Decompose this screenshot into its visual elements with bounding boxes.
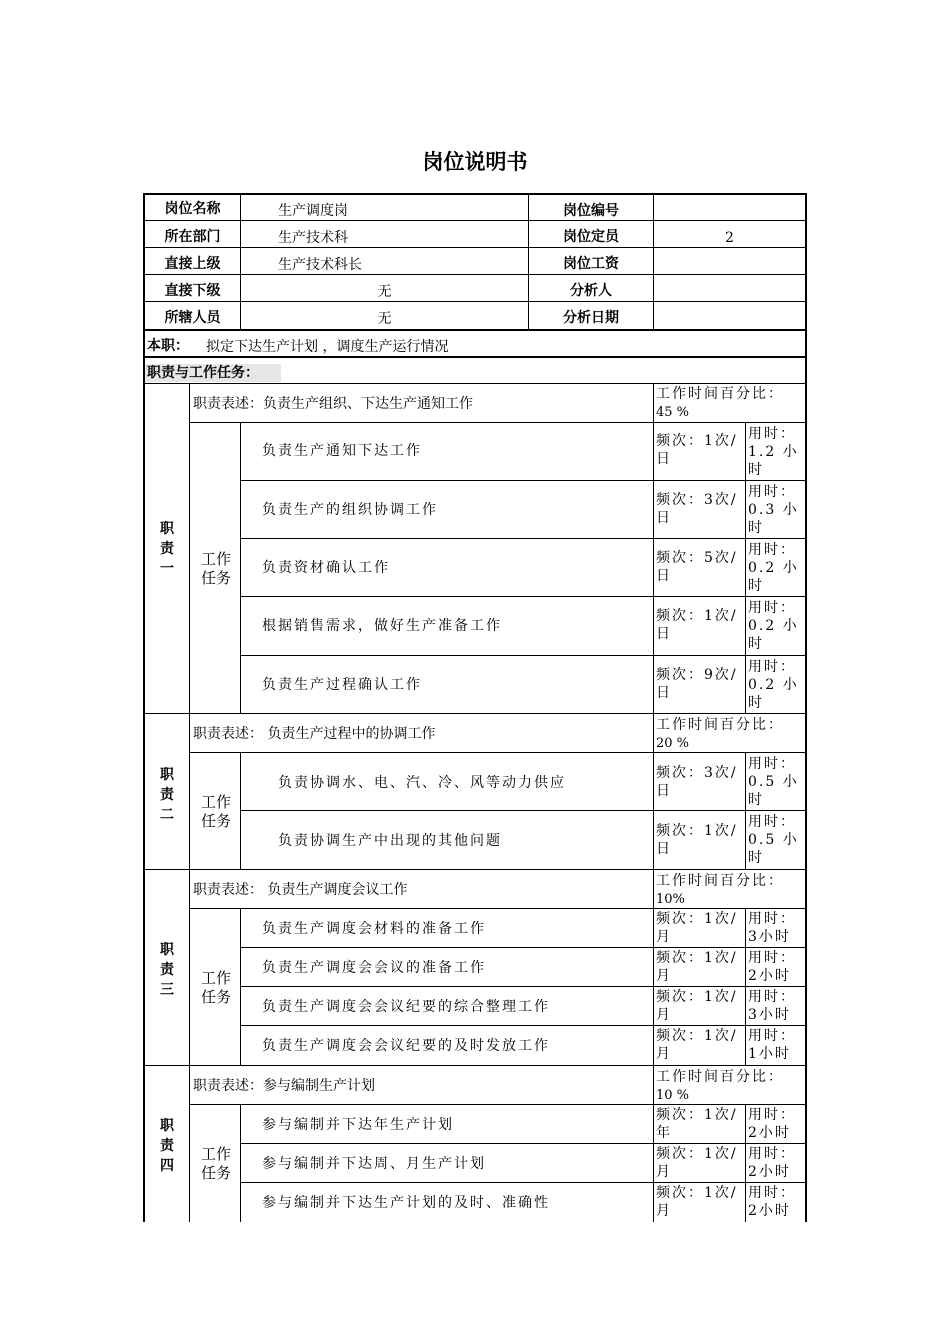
duty-3-task-4-freq: 频次：1次/月 bbox=[656, 1028, 738, 1062]
duty-1-task-2-time: 用时：0.3 小时 bbox=[748, 484, 799, 536]
duty-3-task-2-freq: 频次：1次/月 bbox=[656, 950, 738, 984]
duty-3-name: 职责三 bbox=[160, 942, 174, 998]
duty-1-task-1-freq: 频次：1次/日 bbox=[656, 433, 738, 467]
value-headcount: 2 bbox=[725, 230, 734, 246]
duty-3-task-3: 负责生产调度会会议纪要的综合整理工作 bbox=[262, 999, 550, 1015]
label-subordinate: 直接下级 bbox=[164, 283, 221, 299]
duty-4-task-3-time: 用时：2小时 bbox=[748, 1185, 796, 1219]
duty-4-task-2-freq: 频次：1次/月 bbox=[656, 1146, 738, 1180]
label-department: 所在部门 bbox=[164, 229, 221, 245]
duty-1-percent: 45 % bbox=[656, 405, 690, 420]
duty-3-task-1-time: 用时：3小时 bbox=[748, 911, 796, 945]
duty-1-task-1: 负责生产通知下达工作 bbox=[262, 443, 422, 459]
duty-1-task-3: 负责资材确认工作 bbox=[262, 560, 390, 576]
duty-2-task-1-time: 用时：0.5 小时 bbox=[748, 756, 799, 808]
label-headcount: 岗位定员 bbox=[563, 229, 619, 245]
duty-1-task-5-time: 用时：0.2 小时 bbox=[748, 659, 799, 711]
duty-1-task-4-freq: 频次：1次/日 bbox=[656, 608, 738, 642]
duty-1-task-1-time: 用时：1.2 小时 bbox=[748, 426, 799, 478]
duty-4-task-1: 参与编制并下达年生产计划 bbox=[262, 1117, 454, 1133]
duty-3-statement: 职责表述： 负责生产调度会议工作 bbox=[193, 882, 408, 898]
duty-1-name: 职责一 bbox=[160, 521, 174, 577]
duty-3-percent-label: 工作时间百分比： bbox=[656, 873, 784, 889]
duty-2-task-1-freq: 频次：3次/日 bbox=[656, 765, 738, 799]
label-salary: 岗位工资 bbox=[563, 256, 619, 272]
duty-1-task-3-freq: 频次：5次/日 bbox=[656, 550, 738, 584]
page-title: 岗位说明书 bbox=[422, 150, 528, 174]
duty-4-task-2-time: 用时：2小时 bbox=[748, 1146, 796, 1180]
duty-1-task-4-time: 用时：0.2 小时 bbox=[748, 600, 799, 652]
duty-4-task-1-freq: 频次：1次/年 bbox=[656, 1107, 738, 1141]
value-staff: 无 bbox=[377, 311, 392, 327]
duty-2-task-2-freq: 频次：1次/日 bbox=[656, 823, 738, 857]
duty-4-task-3-freq: 频次：1次/月 bbox=[656, 1185, 738, 1219]
value-superior: 生产技术科长 bbox=[278, 257, 362, 273]
duty-2-percent: 20 % bbox=[656, 736, 690, 751]
duty-1-task-5: 负责生产过程确认工作 bbox=[262, 677, 422, 693]
duty-4-name: 职责四 bbox=[160, 1118, 174, 1174]
duty-1-statement: 职责表述：负责生产组织、下达生产通知工作 bbox=[193, 396, 473, 412]
value-post-name: 生产调度岗 bbox=[278, 203, 348, 219]
duty-1-task-2: 负责生产的组织协调工作 bbox=[262, 502, 438, 518]
duty-1-percent-label: 工作时间百分比： bbox=[656, 386, 784, 402]
duty-4-tasks-label: 工作任务 bbox=[200, 1145, 231, 1182]
duty-3-task-1: 负责生产调度会材料的准备工作 bbox=[262, 921, 486, 937]
duty-3-task-4-time: 用时：1小时 bbox=[748, 1028, 796, 1062]
duty-1-tasks-label: 工作任务 bbox=[200, 550, 231, 587]
duty-1-task-4: 根据销售需求，做好生产准备工作 bbox=[262, 618, 502, 634]
duty-1-task-2-freq: 频次：3次/日 bbox=[656, 492, 738, 526]
label-superior: 直接上级 bbox=[164, 256, 221, 272]
label-post-name: 岗位名称 bbox=[164, 201, 221, 217]
label-post-number: 岗位编号 bbox=[563, 203, 619, 219]
label-analysis-date: 分析日期 bbox=[563, 310, 619, 326]
duty-3-task-4: 负责生产调度会会议纪要的及时发放工作 bbox=[262, 1038, 550, 1054]
duty-4-task-1-time: 用时：2小时 bbox=[748, 1107, 796, 1141]
duty-4-percent-label: 工作时间百分比： bbox=[656, 1069, 784, 1085]
duty-4-task-3: 参与编制并下达生产计划的及时、准确性 bbox=[262, 1195, 550, 1211]
duty-3-task-3-freq: 频次：1次/月 bbox=[656, 989, 738, 1023]
duty-1-task-3-time: 用时：0.2 小时 bbox=[748, 542, 799, 594]
benzhi-label: 本职： bbox=[147, 338, 189, 354]
duty-2-task-2-time: 用时：0.5 小时 bbox=[748, 814, 799, 866]
duty-3-percent: 10% bbox=[656, 892, 685, 907]
duty-3-task-2: 负责生产调度会会议的准备工作 bbox=[262, 960, 486, 976]
duty-2-tasks-label: 工作任务 bbox=[200, 793, 231, 830]
duty-3-task-2-time: 用时：2小时 bbox=[748, 950, 796, 984]
duty-4-statement: 职责表述：参与编制生产计划 bbox=[193, 1078, 375, 1094]
duty-4-percent: 10 % bbox=[656, 1088, 690, 1103]
value-subordinate: 无 bbox=[377, 284, 392, 300]
duty-2-percent-label: 工作时间百分比： bbox=[656, 717, 784, 733]
value-department: 生产技术科 bbox=[278, 230, 348, 246]
label-analyst: 分析人 bbox=[570, 283, 612, 299]
duty-3-task-3-time: 用时：3小时 bbox=[748, 989, 796, 1023]
duty-1-task-5-freq: 频次：9次/日 bbox=[656, 667, 738, 701]
duty-3-task-1-freq: 频次：1次/月 bbox=[656, 911, 738, 945]
duty-2-task-2: 负责协调生产中出现的其他问题 bbox=[278, 833, 502, 849]
duty-3-tasks-label: 工作任务 bbox=[200, 969, 231, 1006]
section-label: 职责与工作任务： bbox=[145, 364, 281, 382]
duty-2-statement: 职责表述： 负责生产过程中的协调工作 bbox=[193, 726, 436, 742]
duty-4-task-2: 参与编制并下达周、月生产计划 bbox=[262, 1156, 486, 1172]
benzhi-text: 拟定下达生产计划 ，调度生产运行情况 bbox=[206, 339, 449, 355]
label-staff: 所辖人员 bbox=[164, 310, 221, 326]
duty-2-task-1: 负责协调水、电、汽、冷、风等动力供应 bbox=[278, 775, 566, 791]
duty-2-name: 职责二 bbox=[160, 767, 174, 823]
